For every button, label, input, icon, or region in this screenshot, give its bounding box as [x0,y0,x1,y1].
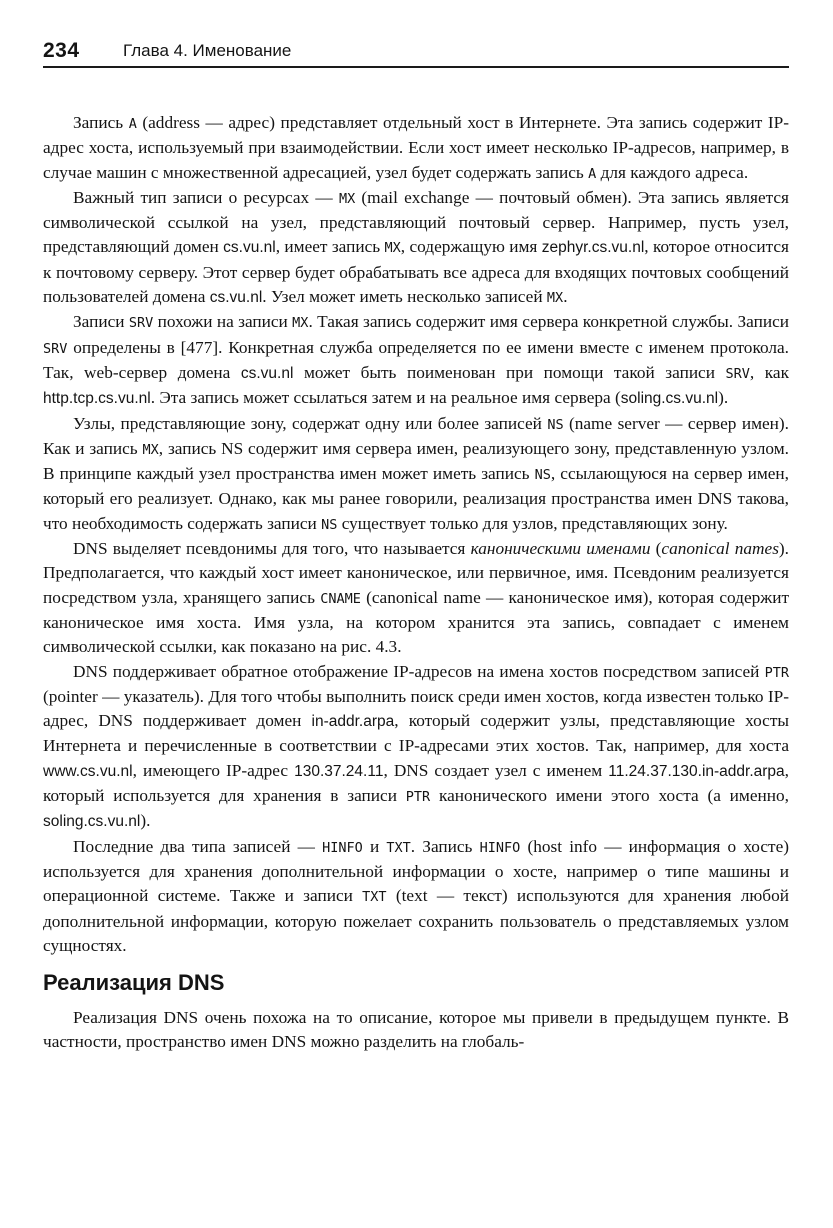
text-run: (host info — информация о хосте) используется для хранения дополнительной информации о хосте, например о типе машины и операционной системе. Также и записи [43,836,790,906]
domain-name: in-addr.arpa [311,713,395,731]
text-run: , которое относится к почтовому серверу. Этот сервер будет обрабатывать все адреса для входящих почтовых сообщений пользователей домена [43,237,789,307]
text-run: DNS выделяет псевдонимы для того, что называется [73,539,471,559]
text-run: Записи [73,312,129,332]
text-run: . [563,287,568,307]
domain-name: 11.24.37.130.in-addr.arpa [608,762,785,780]
text-run: и [362,836,387,856]
record-type-code: MX [292,315,309,332]
record-type-code: MX [338,190,356,207]
text-run: , DNS создает узел с именем [383,760,609,780]
paragraph-hinfo-txt-records [43,835,789,958]
text-run: , ссылающуюся на сервер имен, который его реализует. Однако, как мы ранее говорили, реализация пространства имен DNS такова, что необходимость содержать записи [43,464,789,533]
domain-name: 130.37.24.11 [294,762,384,780]
domain-name: cs.vu.nl [209,289,263,307]
text-run: (address — адрес) представляет отдельный хост в Интернете. Эта запись содержит IP-адрес хоста, используемый при взаимодействии. Если хост имеет несколько IP-адресов, например, в случае машин с множественной адресацией, узел будет содержать запись [43,113,790,182]
record-type-code: PTR [764,664,789,681]
record-type-code: NS [547,416,564,433]
text-run: DNS поддерживает обратное отображение IP-адресов на имена хостов посредством записей [73,661,765,681]
record-type-code: MX [384,240,401,257]
record-type-code: TXT [386,839,411,856]
record-type-code: SRV [43,340,68,357]
text-run: Запись [73,113,129,132]
text-run: может быть поименован при помощи такой записи [293,362,726,382]
page-number: 234 [43,39,80,62]
page-body [43,111,789,1055]
record-type-code: SRV [725,365,750,382]
paragraph-cname-record [43,537,789,659]
record-type-code: NS [321,516,338,533]
text-run: , как [749,362,789,382]
record-type-code: TXT [362,889,387,906]
text-run: (mail exchange — почтовый обмен). Эта запись является символической ссылкой на узел, представляющий почтовый сервер. Например, пусть узел, представляющий домен [43,187,790,257]
text-run: канонического имени этого хоста (а именно, [430,786,789,806]
text-run: ). [140,811,151,831]
text-run: (text — текст) используются для хранения любой дополнительной информации, которую пожелает сохранить пользователь о представляемых узлом сущностях. [43,886,789,955]
paragraph-a-record [43,111,789,186]
section-paragraph: Реализация DNS очень похожа на то описание, которое мы привели в предыдущем пункте. В частности, пространство имен DNS можно разделить на глобаль- [43,1008,789,1052]
text-run: Важный тип записи о ресурсах — [73,187,339,207]
record-type-code: MX [142,441,159,458]
text-run: ( [650,539,662,559]
record-type-code: CNAME [320,590,361,607]
text-run: , который используется для хранения в записи [43,760,789,806]
text-run: , который содержит узлы, представляющие хосты Интернета и перечисленные в соответствии с IP-адресами этих хостов. Так, например, для хоста [43,711,790,756]
paragraph-mx-record [43,186,789,310]
domain-name: http.tcp.cs.vu.nl [43,390,151,408]
text-run: похожи на записи [153,312,293,332]
text-run: , запись NS содержит имя сервера имен, реализующего зону, представленную узлом. В принципе каждый узел пространства имен может иметь запись [43,438,789,484]
section-heading: Реализация DNS [43,970,225,996]
text-run: . Запись [410,836,480,856]
paragraph-srv-record [43,310,789,411]
domain-name: cs.vu.nl [240,364,294,382]
record-type-code: A [128,116,137,132]
text-run: Последние два типа записей — [73,836,323,856]
text-run: . Эта запись может ссылаться затем и на реальное имя сервера ( [150,388,621,408]
text-run: для каждого адреса. [596,162,749,182]
text-run: (canonical name — каноническое имя), которая содержит каноническое имя хоста. Имя узла, на котором хранится эта запись, совпадает с именем символической ссылки, как показано на рис. 4.3. [43,587,789,657]
page-header [43,34,789,68]
text-run: . Узел может иметь несколько записей [262,287,547,307]
text-run: определены в [477]. Конкретная служба определяется по ее имени вместе с именем протокола. Так, web-сервер домена [43,337,789,382]
record-type-code: PTR [405,789,431,806]
text-run: ). Предполагается, что каждый хост имеет каноническое, или первичное, имя. Псевдоним реализуется посредством узла, хранящего запись [43,539,789,607]
text-run: (name server — сервер имен). Как и запись [43,413,790,458]
record-type-code: A [588,165,597,182]
text-run: , имеющего IP-адрес [132,760,295,780]
domain-name: cs.vu.nl [223,239,276,257]
text-run: , содержащую имя [400,237,542,257]
text-run: . Такая запись содержит имя сервера конкретной службы. Записи [308,312,789,332]
text-run: существует только для узлов, представляющих зону. [337,513,728,533]
text-run: (pointer — указатель). Для того чтобы выполнить поиск среди имен хостов, когда известен только IP-адрес, DNS поддерживает домен [43,686,789,731]
record-type-code: NS [534,467,551,484]
record-type-code: MX [546,290,564,307]
paragraph-ns-record [43,412,789,537]
domain-name: soling.cs.vu.nl [43,813,141,831]
emphasis: каноническими именами [470,539,651,559]
record-type-code: SRV [128,315,154,332]
text-run: ). [718,388,729,408]
record-type-code: HINFO [322,839,363,856]
text-run: Узлы, представляющие зону, содержат одну или более записей [73,413,548,433]
paragraph-ptr-record [43,660,789,835]
domain-name: www.cs.vu.nl [43,762,133,780]
domain-name: soling.cs.vu.nl [620,390,719,408]
running-title: Глава 4. Именование [123,41,292,60]
text-run: , имеет запись [275,237,385,257]
record-type-code: HINFO [479,839,521,856]
emphasis: canonical names [661,539,779,559]
domain-name: zephyr.cs.vu.nl [541,239,645,257]
